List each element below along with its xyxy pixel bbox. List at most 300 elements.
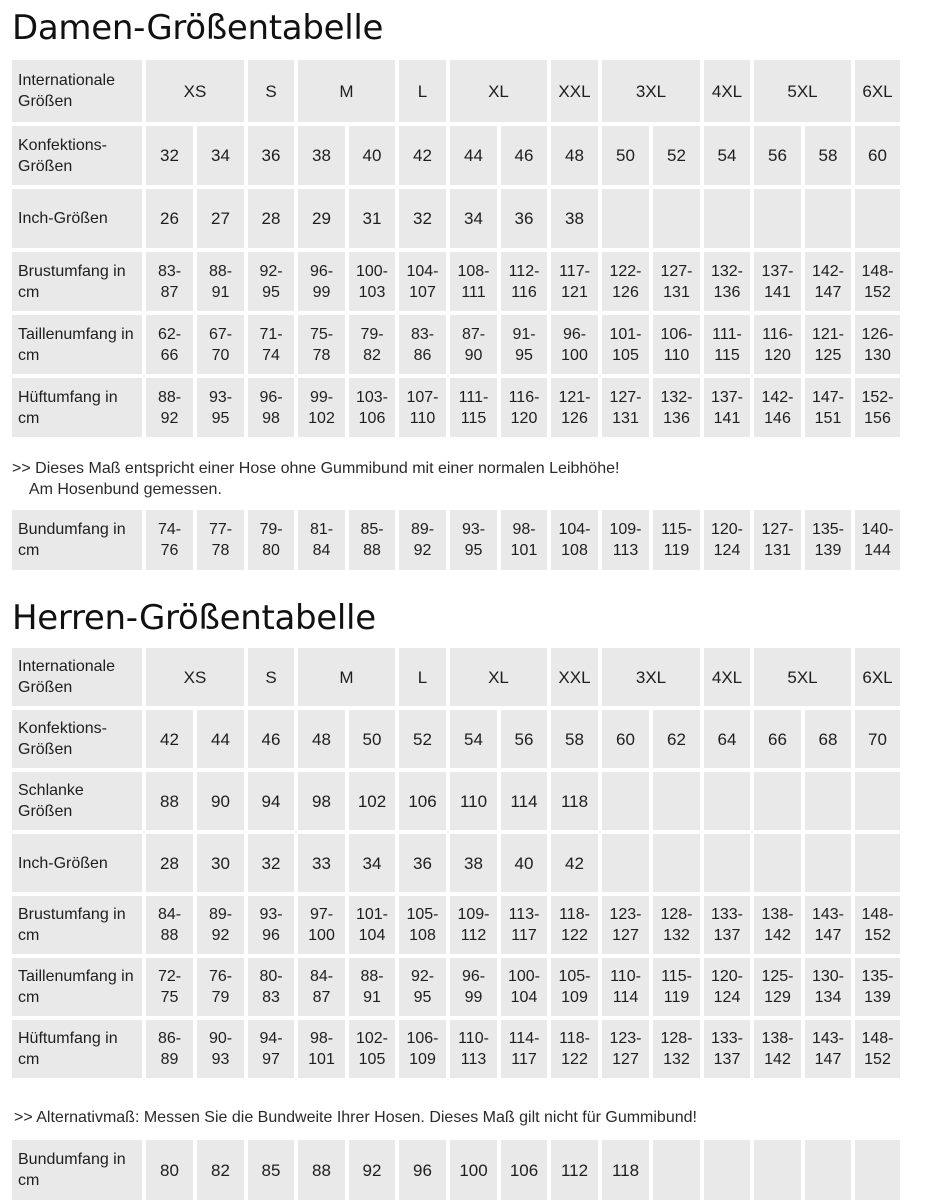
table-row [12,958,900,1016]
empty-cell [855,189,900,248]
range-from: 127- [660,262,693,280]
range-to: 88 [363,542,381,559]
range-cell [450,252,497,311]
range-from: 128- [660,1030,693,1047]
empty-cell [704,772,750,830]
value-cell: 96 [399,1140,446,1200]
row-label: Schlanke Größen [12,772,142,830]
range-to: 106 [358,409,386,427]
range-cell [197,378,244,437]
range-from: 118- [559,1030,590,1047]
range-from: 115- [661,521,692,538]
table-row [12,1020,900,1078]
range-cell [602,315,649,374]
row-label: Taillenumfang in cm [12,315,142,374]
range-from: 148- [861,1030,894,1047]
range-from: 113- [508,906,540,923]
range-from: 93- [208,388,233,406]
range-to: 117 [511,927,537,944]
range-from: 120- [710,521,744,538]
range-cell [349,378,395,437]
range-from: 83- [410,325,435,343]
value-cell: 48 [551,126,598,185]
range-from: 152- [861,388,894,406]
range-to: 93 [211,1051,230,1068]
bund-row [12,510,900,570]
range-from: 106- [660,325,693,343]
range-from: 142- [761,388,794,406]
range-cell [551,1020,598,1078]
value-cell: 106 [399,772,446,830]
range-cell [501,958,547,1016]
range-to: 87 [312,989,331,1006]
range-from: 76- [208,968,233,985]
range-to: 125 [814,346,842,364]
range-cell [197,896,244,954]
range-cell [399,896,446,954]
range-to: 129 [764,989,791,1006]
range-from: 125- [761,968,794,985]
range-cell [399,1020,446,1078]
value-cell: 44 [450,126,497,185]
empty-cell [805,772,851,830]
range-cell [653,896,700,954]
range-from: 100- [507,968,541,985]
value-cell: 32 [399,189,446,248]
range-to: 105 [612,346,639,364]
range-to: 87 [160,283,179,301]
range-cell [551,315,598,374]
empty-cell [653,189,700,248]
range-from: 83- [157,262,182,280]
range-to: 136 [713,283,741,301]
empty-cell [602,189,649,248]
row-label: Inch-Größen [12,189,142,248]
range-cell [602,378,649,437]
size-header: XS [146,60,244,122]
range-cell [805,1020,851,1078]
range-cell [653,510,700,570]
row-label: Konfektions-Größen [12,710,142,768]
table-row [12,315,900,374]
range-to: 95 [515,346,533,364]
value-cell: 58 [551,710,598,768]
range-cell [248,315,294,374]
value-cell: 52 [399,710,446,768]
range-to: 151 [814,409,842,427]
value-cell: 110 [450,772,497,830]
range-to: 100 [561,346,588,364]
value-cell: 56 [754,126,801,185]
empty-cell [754,1140,801,1200]
range-to: 105 [358,1051,386,1068]
value-cell: 52 [653,126,700,185]
empty-cell [653,772,700,830]
empty-cell [754,189,801,248]
range-from: 140- [861,521,894,538]
range-cell [501,252,547,311]
range-from: 109- [609,521,642,538]
range-from: 102- [355,1030,389,1047]
value-cell: 60 [855,126,900,185]
herren-title: Herren-Größentabelle [12,598,376,638]
value-cell: 42 [399,126,446,185]
range-from: 92- [410,968,435,985]
range-to: 147 [814,1051,842,1068]
header-row [12,60,900,122]
range-from: 67- [208,325,233,343]
range-to: 119 [663,542,690,559]
range-to: 76 [160,542,179,559]
range-from: 98- [309,1030,334,1047]
value-cell: 66 [754,710,801,768]
range-to: 139 [864,989,891,1006]
range-cell [349,958,395,1016]
table-row [12,252,900,311]
herren-bund-table [8,1136,904,1204]
value-cell: 118 [602,1140,649,1200]
range-cell [551,378,598,437]
size-header: XXL [551,648,598,706]
range-cell [248,252,294,311]
value-cell: 54 [450,710,497,768]
range-from: 80- [259,968,283,985]
table-row [12,834,900,892]
range-cell [197,510,244,570]
value-cell: 27 [197,189,244,248]
range-from: 115- [661,968,692,985]
empty-cell [754,834,801,892]
range-from: 108- [457,262,490,280]
range-to: 90 [464,346,483,364]
size-header: XL [450,60,547,122]
size-header: XL [450,648,547,706]
range-cell [602,252,649,311]
range-from: 122- [609,262,642,280]
range-from: 77- [208,521,233,538]
range-to: 102 [308,409,335,427]
range-to: 95 [464,542,483,559]
range-to: 130 [864,346,891,364]
range-to: 111 [461,283,486,301]
range-cell [754,1020,801,1078]
range-to: 112 [460,927,487,944]
range-cell [653,958,700,1016]
damen-bund-table [8,506,904,574]
range-from: 104- [406,262,439,280]
empty-cell [704,834,750,892]
empty-cell [805,189,851,248]
range-cell [704,252,750,311]
range-from: 110- [458,1030,489,1047]
empty-cell [855,834,900,892]
range-from: 121- [558,388,591,406]
range-cell [855,958,900,1016]
range-cell [248,896,294,954]
empty-cell [653,1140,700,1200]
range-to: 79 [211,989,230,1006]
range-cell [298,378,345,437]
table-row [12,896,900,954]
range-cell [653,315,700,374]
range-from: 128- [660,906,693,923]
range-cell [653,1020,700,1078]
range-cell [551,510,598,570]
size-header: 3XL [602,648,700,706]
range-from: 86- [157,1030,182,1047]
range-from: 96- [309,262,334,280]
value-cell: 34 [197,126,244,185]
range-from: 133- [710,1030,744,1047]
range-to: 115 [460,409,487,427]
range-from: 97- [309,906,334,923]
range-from: 96- [461,968,486,985]
range-to: 78 [211,542,230,559]
range-cell [399,510,446,570]
range-cell [248,958,294,1016]
range-to: 126 [561,409,588,427]
value-cell: 40 [349,126,395,185]
range-cell [855,1020,900,1078]
value-cell: 68 [805,710,851,768]
range-to: 120 [764,346,791,364]
range-from: 71- [259,325,283,343]
range-from: 91- [512,325,536,343]
value-cell: 40 [501,834,547,892]
range-cell [349,315,395,374]
value-cell: 102 [349,772,395,830]
size-header: 6XL [855,60,900,122]
range-to: 132 [663,927,690,944]
empty-cell [754,772,801,830]
range-to: 119 [663,989,690,1006]
value-cell: 32 [248,834,294,892]
range-from: 133- [710,906,744,923]
range-cell [501,510,547,570]
range-cell [146,958,193,1016]
empty-cell [855,1140,900,1200]
value-cell: 82 [197,1140,244,1200]
range-cell [754,315,801,374]
range-cell [450,378,497,437]
range-from: 81- [309,521,334,538]
range-to: 122 [561,927,588,944]
range-from: 96- [562,325,587,343]
range-to: 115 [714,346,740,364]
size-header: 3XL [602,60,700,122]
empty-cell [602,834,649,892]
size-header: L [399,60,446,122]
header-row [12,648,900,706]
range-to: 131 [663,283,690,301]
row-label: Internationale Größen [12,648,142,706]
range-to: 78 [312,346,331,364]
range-from: 98- [512,521,536,538]
row-label: Hüftumfang in cm [12,1020,142,1078]
value-cell: 48 [298,710,345,768]
range-cell [805,896,851,954]
range-cell [501,896,547,954]
range-to: 91 [363,989,381,1006]
range-cell [298,315,345,374]
range-from: 116- [762,325,793,343]
range-cell [805,958,851,1016]
herren-size-table [8,644,904,1082]
range-from: 105- [406,906,439,923]
range-to: 95 [262,283,280,301]
range-to: 152 [864,1051,891,1068]
range-to: 98 [262,409,280,427]
range-from: 120- [710,968,744,985]
value-cell: 36 [399,834,446,892]
empty-cell [704,1140,750,1200]
value-cell: 118 [551,772,598,830]
bund-row [12,1140,900,1200]
value-cell: 46 [248,710,294,768]
range-to: 108 [409,927,436,944]
herren-note: >> Alternativmaß: Messen Sie die Bundweite Ihrer Hosen. Dieses Maß gilt nicht für Gummibund! [14,1109,697,1126]
empty-cell [704,189,750,248]
range-from: 90- [208,1030,233,1047]
range-from: 89- [208,906,233,923]
range-from: 105- [558,968,591,985]
size-header: M [298,60,395,122]
value-cell: 44 [197,710,244,768]
range-cell [602,896,649,954]
empty-cell [805,1140,851,1200]
size-header: 4XL [704,648,750,706]
range-from: 89- [410,521,435,538]
range-from: 118- [559,906,590,923]
range-to: 99 [312,283,331,301]
range-from: 110- [610,968,641,985]
range-cell [855,315,900,374]
range-to: 144 [864,542,891,559]
range-cell [704,1020,750,1078]
range-to: 131 [612,409,639,427]
value-cell: 26 [146,189,193,248]
range-cell [602,958,649,1016]
value-cell: 31 [349,189,395,248]
table-row [12,772,900,830]
range-cell [754,510,801,570]
range-cell [450,510,497,570]
range-to: 141 [764,283,791,301]
range-from: 148- [861,906,894,923]
range-cell [399,958,446,1016]
range-cell [450,315,497,374]
value-cell: 62 [653,710,700,768]
value-cell: 80 [146,1140,193,1200]
range-cell [501,378,547,437]
empty-cell [602,772,649,830]
range-cell [602,1020,649,1078]
range-from: 104- [558,521,591,538]
range-to: 109 [409,1051,436,1068]
range-to: 92 [160,409,179,427]
range-from: 137- [710,388,744,406]
range-to: 99 [464,989,483,1006]
row-label: Konfektions-Größen [12,126,142,185]
range-from: 101- [609,325,642,343]
range-cell [298,1020,345,1078]
range-to: 75 [160,989,179,1006]
range-from: 72- [157,968,182,985]
range-from: 100- [355,262,389,280]
range-to: 84 [312,542,331,559]
range-to: 70 [211,346,230,364]
range-to: 139 [814,542,842,559]
size-header: S [248,60,294,122]
range-cell [146,510,193,570]
range-to: 132 [663,1051,690,1068]
range-to: 97 [262,1051,280,1068]
range-from: 132- [710,262,744,280]
value-cell: 60 [602,710,649,768]
empty-cell [653,834,700,892]
range-cell [146,315,193,374]
value-cell: 42 [146,710,193,768]
value-cell: 112 [551,1140,598,1200]
range-cell [197,252,244,311]
range-cell [855,510,900,570]
range-to: 66 [160,346,179,364]
value-cell: 38 [298,126,345,185]
row-label: Brustumfang in cm [12,252,142,311]
value-cell: 50 [349,710,395,768]
range-cell [197,1020,244,1078]
range-to: 156 [864,409,891,427]
value-cell: 70 [855,710,900,768]
range-from: 92- [259,262,283,280]
range-to: 100 [308,927,335,944]
value-cell: 58 [805,126,851,185]
range-to: 101 [308,1051,335,1068]
range-to: 122 [561,1051,588,1068]
range-from: 109- [457,906,490,923]
range-from: 132- [660,388,693,406]
range-from: 94- [259,1030,283,1047]
range-to: 113 [460,1051,487,1068]
value-cell: 106 [501,1140,547,1200]
range-to: 137 [713,1051,741,1068]
range-to: 101 [510,542,538,559]
range-cell [298,252,345,311]
range-from: 88- [360,968,384,985]
range-to: 74 [262,346,280,364]
range-to: 127 [612,927,639,944]
range-to: 103 [358,283,386,301]
range-to: 96 [262,927,280,944]
range-to: 152 [864,927,891,944]
range-from: 103- [355,388,389,406]
range-cell [298,958,345,1016]
range-to: 88 [160,927,179,944]
range-cell [399,315,446,374]
row-label: Bundumfang in cm [12,510,142,570]
range-from: 147- [811,388,845,406]
value-cell: 64 [704,710,750,768]
value-cell: 34 [349,834,395,892]
table-row [12,189,900,248]
value-cell: 54 [704,126,750,185]
range-cell [704,896,750,954]
range-from: 121- [811,325,845,343]
range-to: 110 [663,346,690,364]
damen-title: Damen-Größentabelle [12,8,384,48]
size-header: 6XL [855,648,900,706]
range-cell [349,896,395,954]
